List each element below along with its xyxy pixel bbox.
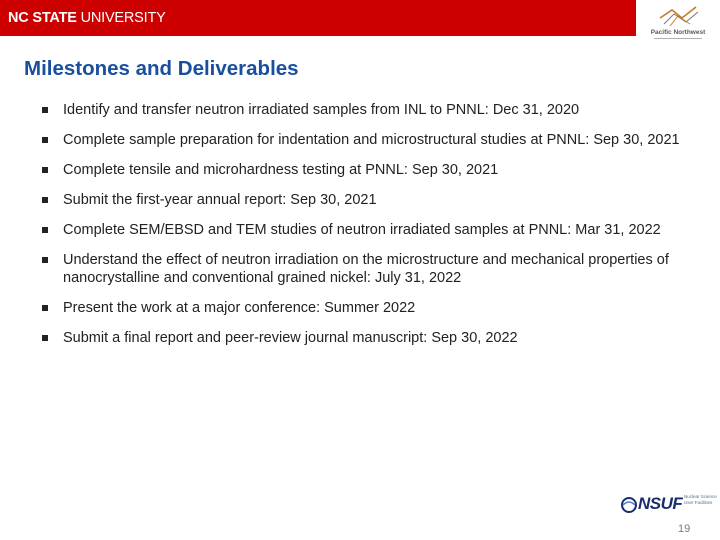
bullet-item [40, 131, 680, 149]
bullet-text: Identify and transfer neutron irradiated samples from INL to PNNL: Dec 31, 2020 [63, 102, 580, 118]
bullet-text: Complete SEM/EBSD and TEM studies of neutron irradiated samples at PNNL: Mar 31, 2022 [63, 222, 661, 238]
bullet-text: Complete tensile and microhardness testing at PNNL: Sep 30, 2021 [63, 162, 499, 178]
pnnl-logo [640, 4, 716, 44]
square-bullet-icon [42, 107, 48, 113]
bullet-item [40, 329, 680, 347]
pnnl-tagline-rule [654, 38, 702, 39]
nsuf-subtitle [684, 494, 717, 506]
bullet-text: Submit the first-year annual report: Sep 30, 2021 [63, 192, 377, 208]
ncsu-logo-bold: NC STATE [8, 10, 77, 26]
bullet-item [40, 251, 680, 287]
header-bar [0, 0, 636, 36]
square-bullet-icon [42, 137, 48, 143]
page-number: 19 [678, 523, 691, 535]
nsuf-logo [620, 490, 716, 524]
nsuf-subtitle-line: User Facilities [684, 500, 713, 505]
bullet-text: Complete sample preparation for indentation and microstructural studies at PNNL: Sep 30, 2021 [63, 132, 680, 148]
nsuf-swirl-icon [620, 496, 638, 514]
square-bullet-icon [42, 197, 48, 203]
nsuf-subtitle-line: Nuclear Science [684, 494, 717, 499]
bullet-item [40, 161, 680, 179]
square-bullet-icon [42, 167, 48, 173]
pnnl-mark-icon [656, 4, 700, 28]
bullet-text: Understand the effect of neutron irradiation on the microstructure and mechanical properties of nanocrystalline and conventional grained nickel: July 31, 2022 [63, 252, 669, 286]
bullet-list [40, 101, 680, 359]
pnnl-name: Pacific Northwest [650, 29, 706, 36]
bullet-item [40, 221, 680, 239]
bullet-item [40, 101, 680, 119]
slide-title: Milestones and Deliverables [24, 57, 299, 80]
square-bullet-icon [42, 305, 48, 311]
bullet-text: Present the work at a major conference: Summer 2022 [63, 300, 416, 316]
square-bullet-icon [42, 257, 48, 263]
ncsu-logo-light: UNIVERSITY [80, 10, 166, 26]
bullet-text: Submit a final report and peer-review journal manuscript: Sep 30, 2022 [63, 330, 518, 346]
nsuf-word: NSUF [638, 494, 683, 513]
bullet-item [40, 191, 680, 209]
square-bullet-icon [42, 227, 48, 233]
square-bullet-icon [42, 335, 48, 341]
bullet-item [40, 299, 680, 317]
ncsu-logo [8, 9, 166, 27]
